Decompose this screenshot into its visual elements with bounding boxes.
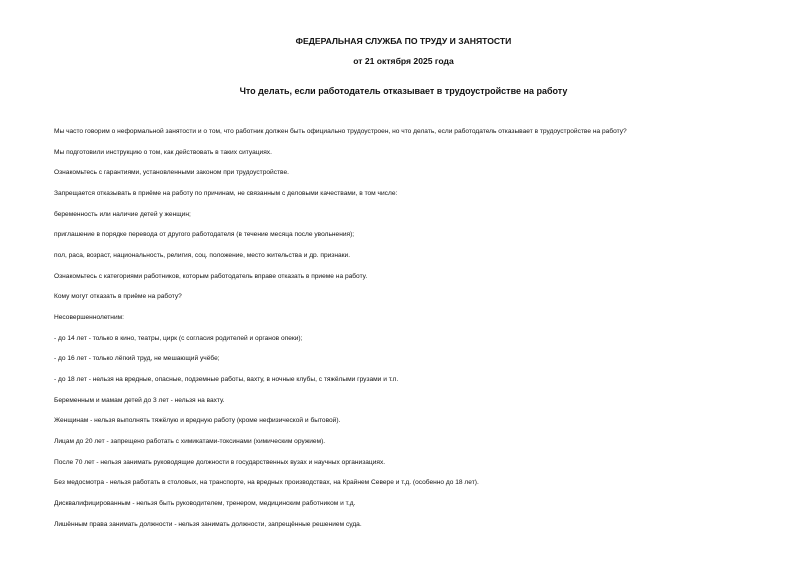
document-date: от 21 октября 2025 года [353,56,454,66]
paragraph: Запрещается отказывать в приёме на работу по причинам, не связанным с деловыми качествами, в том числе: [54,190,398,197]
organization-name: ФЕДЕРАЛЬНАЯ СЛУЖБА ПО ТРУДУ И ЗАНЯТОСТИ [295,36,512,46]
paragraph: Мы подготовили инструкцию о том, как действовать в таких ситуациях. [54,149,272,156]
paragraph: Женщинам - нельзя выполнять тяжёлую и вредную работу (кроме нефизической и бытовой). [54,417,341,424]
list-item: - до 16 лет - только лёгкий труд, не мешающий учёбе; [54,355,220,362]
list-item: - до 14 лет - только в кино, театры, цирк (с согласия родителей и органов опеки); [54,335,303,342]
paragraph: Мы часто говорим о неформальной занятости и о том, что работник должен быть официально трудоустроен, но что делать, если работодатель отказывает в трудоустройстве на работу? [54,128,627,135]
list-item: пол, раса, возраст, национальность, религия, соц. положение, место жительства и др. признаки. [54,252,351,259]
paragraph: Ознакомьтесь с категориями работников, которым работодатель вправе отказать в приеме на работу. [54,273,368,280]
paragraph: Без медосмотра - нельзя работать в столовых, на транспорте, на вредных производствах, на Крайнем Севере и т.д. (особенно до 18 лет). [54,479,479,486]
paragraph: Лишённым права занимать должности - нельзя занимать должности, запрещённые решением суда. [54,521,362,528]
paragraph: Несовершеннолетним: [54,314,124,321]
paragraph: После 70 лет - нельзя занимать руководящие должности в государственных вузах и научных организациях. [54,459,386,466]
list-item: беременность или наличие детей у женщин; [54,211,191,218]
paragraph: Ознакомьтесь с гарантиями, установленными законом при трудоустройстве. [54,169,289,176]
document-title: Что делать, если работодатель отказывает в трудоустройстве на работу [239,86,568,96]
paragraph: Лицам до 20 лет - запрещено работать с химикатами-токсинами (химическим оружием). [54,438,326,445]
list-item: приглашение в порядке перевода от другого работодателя (в течение месяца после увольнения); [54,231,355,238]
paragraph: Кому могут отказать в приёме на работу? [54,293,182,300]
paragraph: Дисквалифицированным - нельзя быть руководителем, тренером, медицинским работником и т.д. [54,500,356,507]
list-item: - до 18 лет - нельзя на вредные, опасные, подземные работы, вахту, в ночные клубы, с тяжёлыми грузами и т.п. [54,376,399,383]
paragraph: Беременным и мамам детей до 3 лет - нельзя на вахту. [54,397,225,404]
